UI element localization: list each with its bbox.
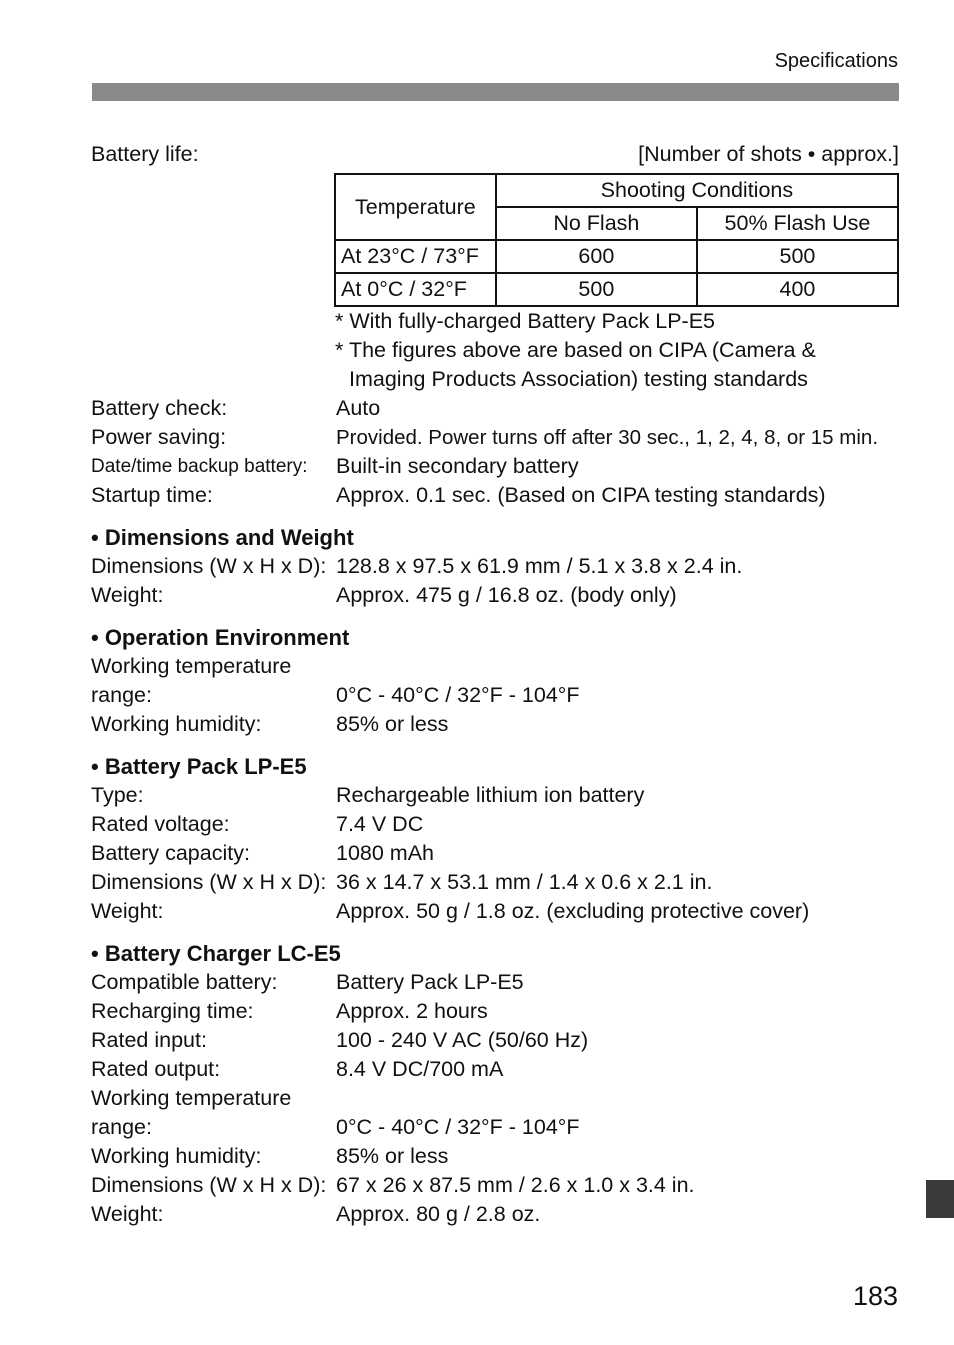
- spec-label: Working humidity:: [91, 712, 262, 736]
- spec-row: [91, 1026, 899, 1055]
- spec-row: [91, 552, 899, 581]
- page-number: 183: [852, 1281, 898, 1311]
- spec-value: 85% or less: [336, 1144, 449, 1168]
- spec-row: [91, 681, 899, 710]
- spec-label: Battery capacity:: [91, 841, 250, 865]
- spec-row: [91, 839, 899, 868]
- table-cell-temp: At 0°C / 32°F: [335, 273, 496, 306]
- table-row: [335, 240, 898, 273]
- spec-row: [91, 423, 899, 452]
- battery-life-heading: [91, 140, 899, 169]
- section-title-environment: • Operation Environment: [91, 625, 350, 650]
- spec-value: 85% or less: [336, 712, 449, 736]
- chapter-tab-marker: [926, 1180, 954, 1218]
- spec-value: 1080 mAh: [336, 841, 435, 865]
- spec-row: [91, 997, 899, 1026]
- spec-row: [91, 1084, 899, 1113]
- table-cell-no-flash: 500: [496, 273, 697, 306]
- spec-label: Recharging time:: [91, 999, 254, 1023]
- spec-label: Rated voltage:: [91, 812, 230, 836]
- spec-row: [91, 1113, 899, 1142]
- spec-label: Rated output:: [91, 1057, 221, 1081]
- spec-value: 0°C - 40°C / 32°F - 104°F: [336, 683, 580, 707]
- spec-value: 8.4 V DC/700 mA: [336, 1057, 504, 1081]
- battery-life-unit-note: [Number of shots • approx.]: [638, 142, 899, 166]
- table-header-conditions: Shooting Conditions: [496, 174, 898, 207]
- spec-value: Battery Pack LP-E5: [336, 970, 524, 994]
- spec-value: Approx. 50 g / 1.8 oz. (excluding protective cover): [336, 899, 810, 923]
- spec-label: Weight:: [91, 583, 164, 607]
- spec-value: Approx. 80 g / 2.8 oz.: [336, 1202, 541, 1226]
- spec-label: Date/time backup battery:: [91, 456, 308, 477]
- spec-value: 100 - 240 V AC (50/60 Hz): [336, 1028, 589, 1052]
- spec-label: Weight:: [91, 1202, 164, 1226]
- footnote: * With fully-charged Battery Pack LP-E5: [335, 309, 715, 333]
- battery-life-table: [334, 173, 899, 307]
- spec-value: Approx. 0.1 sec. (Based on CIPA testing standards): [336, 483, 826, 507]
- header-bar: [92, 83, 899, 101]
- spec-label: Compatible battery:: [91, 970, 278, 994]
- section-header: Specifications: [774, 50, 898, 72]
- table-row: [335, 273, 898, 306]
- spec-label: Battery check:: [91, 396, 228, 420]
- spec-label: Rated input:: [91, 1028, 207, 1052]
- spec-value: Approx. 2 hours: [336, 999, 488, 1023]
- spec-row: [91, 481, 899, 510]
- spec-label: Dimensions (W x H x D):: [91, 1173, 327, 1197]
- spec-content: [91, 140, 899, 1229]
- section-title-dimensions: • Dimensions and Weight: [91, 525, 354, 550]
- spec-value: Auto: [336, 396, 381, 420]
- spec-row: [91, 1200, 899, 1229]
- spec-label: Working temperature: [91, 654, 292, 678]
- spec-value: Provided. Power turns off after 30 sec., 1, 2, 4, 8, or 15 min.: [336, 426, 879, 449]
- spec-row: [91, 968, 899, 997]
- table-header-no-flash: No Flash: [496, 207, 697, 240]
- spec-row: [91, 810, 899, 839]
- table-cell-flash: 400: [697, 273, 898, 306]
- spec-row: [91, 1171, 899, 1200]
- battery-life-label: Battery life:: [91, 142, 199, 166]
- section-title-charger: • Battery Charger LC-E5: [91, 941, 341, 966]
- spec-value: Approx. 475 g / 16.8 oz. (body only): [336, 583, 677, 607]
- spec-label: Type:: [91, 783, 144, 807]
- spec-label: Dimensions (W x H x D):: [91, 870, 327, 894]
- spec-label: Dimensions (W x H x D):: [91, 554, 327, 578]
- spec-label: range:: [91, 1115, 152, 1139]
- table-header-flash: 50% Flash Use: [697, 207, 898, 240]
- spec-label: Startup time:: [91, 483, 213, 507]
- spec-row: [91, 581, 899, 610]
- spec-row: [91, 1055, 899, 1084]
- table-header-temperature: Temperature: [335, 174, 496, 240]
- spec-label: Working temperature: [91, 1086, 292, 1110]
- battery-life-notes: [335, 307, 899, 394]
- table-cell-temp: At 23°C / 73°F: [335, 240, 496, 273]
- spec-label: range:: [91, 683, 152, 707]
- spec-row: [91, 781, 899, 810]
- spec-row: [91, 652, 899, 681]
- spec-value: Rechargeable lithium ion battery: [336, 783, 645, 807]
- spec-row: [91, 868, 899, 897]
- footnote: * The figures above are based on CIPA (Camera & Imaging Products Association) testing standards: [335, 338, 816, 391]
- spec-value: 67 x 26 x 87.5 mm / 2.6 x 1.0 x 3.4 in.: [336, 1173, 695, 1197]
- spec-row: [91, 897, 899, 926]
- spec-value: 0°C - 40°C / 32°F - 104°F: [336, 1115, 580, 1139]
- spec-label: Weight:: [91, 899, 164, 923]
- spec-value: Built-in secondary battery: [336, 454, 579, 478]
- spec-row: [91, 452, 899, 481]
- spec-label: Working humidity:: [91, 1144, 262, 1168]
- spec-label: Power saving:: [91, 425, 227, 449]
- spec-row: [91, 710, 899, 739]
- spec-value: 36 x 14.7 x 53.1 mm / 1.4 x 0.6 x 2.1 in.: [336, 870, 713, 894]
- table-cell-no-flash: 600: [496, 240, 697, 273]
- table-cell-flash: 500: [697, 240, 898, 273]
- spec-value: 7.4 V DC: [336, 812, 424, 836]
- spec-value: 128.8 x 97.5 x 61.9 mm / 5.1 x 3.8 x 2.4 in.: [336, 554, 743, 578]
- spec-row: [91, 394, 899, 423]
- spec-row: [91, 1142, 899, 1171]
- section-title-battery-pack: • Battery Pack LP-E5: [91, 754, 307, 779]
